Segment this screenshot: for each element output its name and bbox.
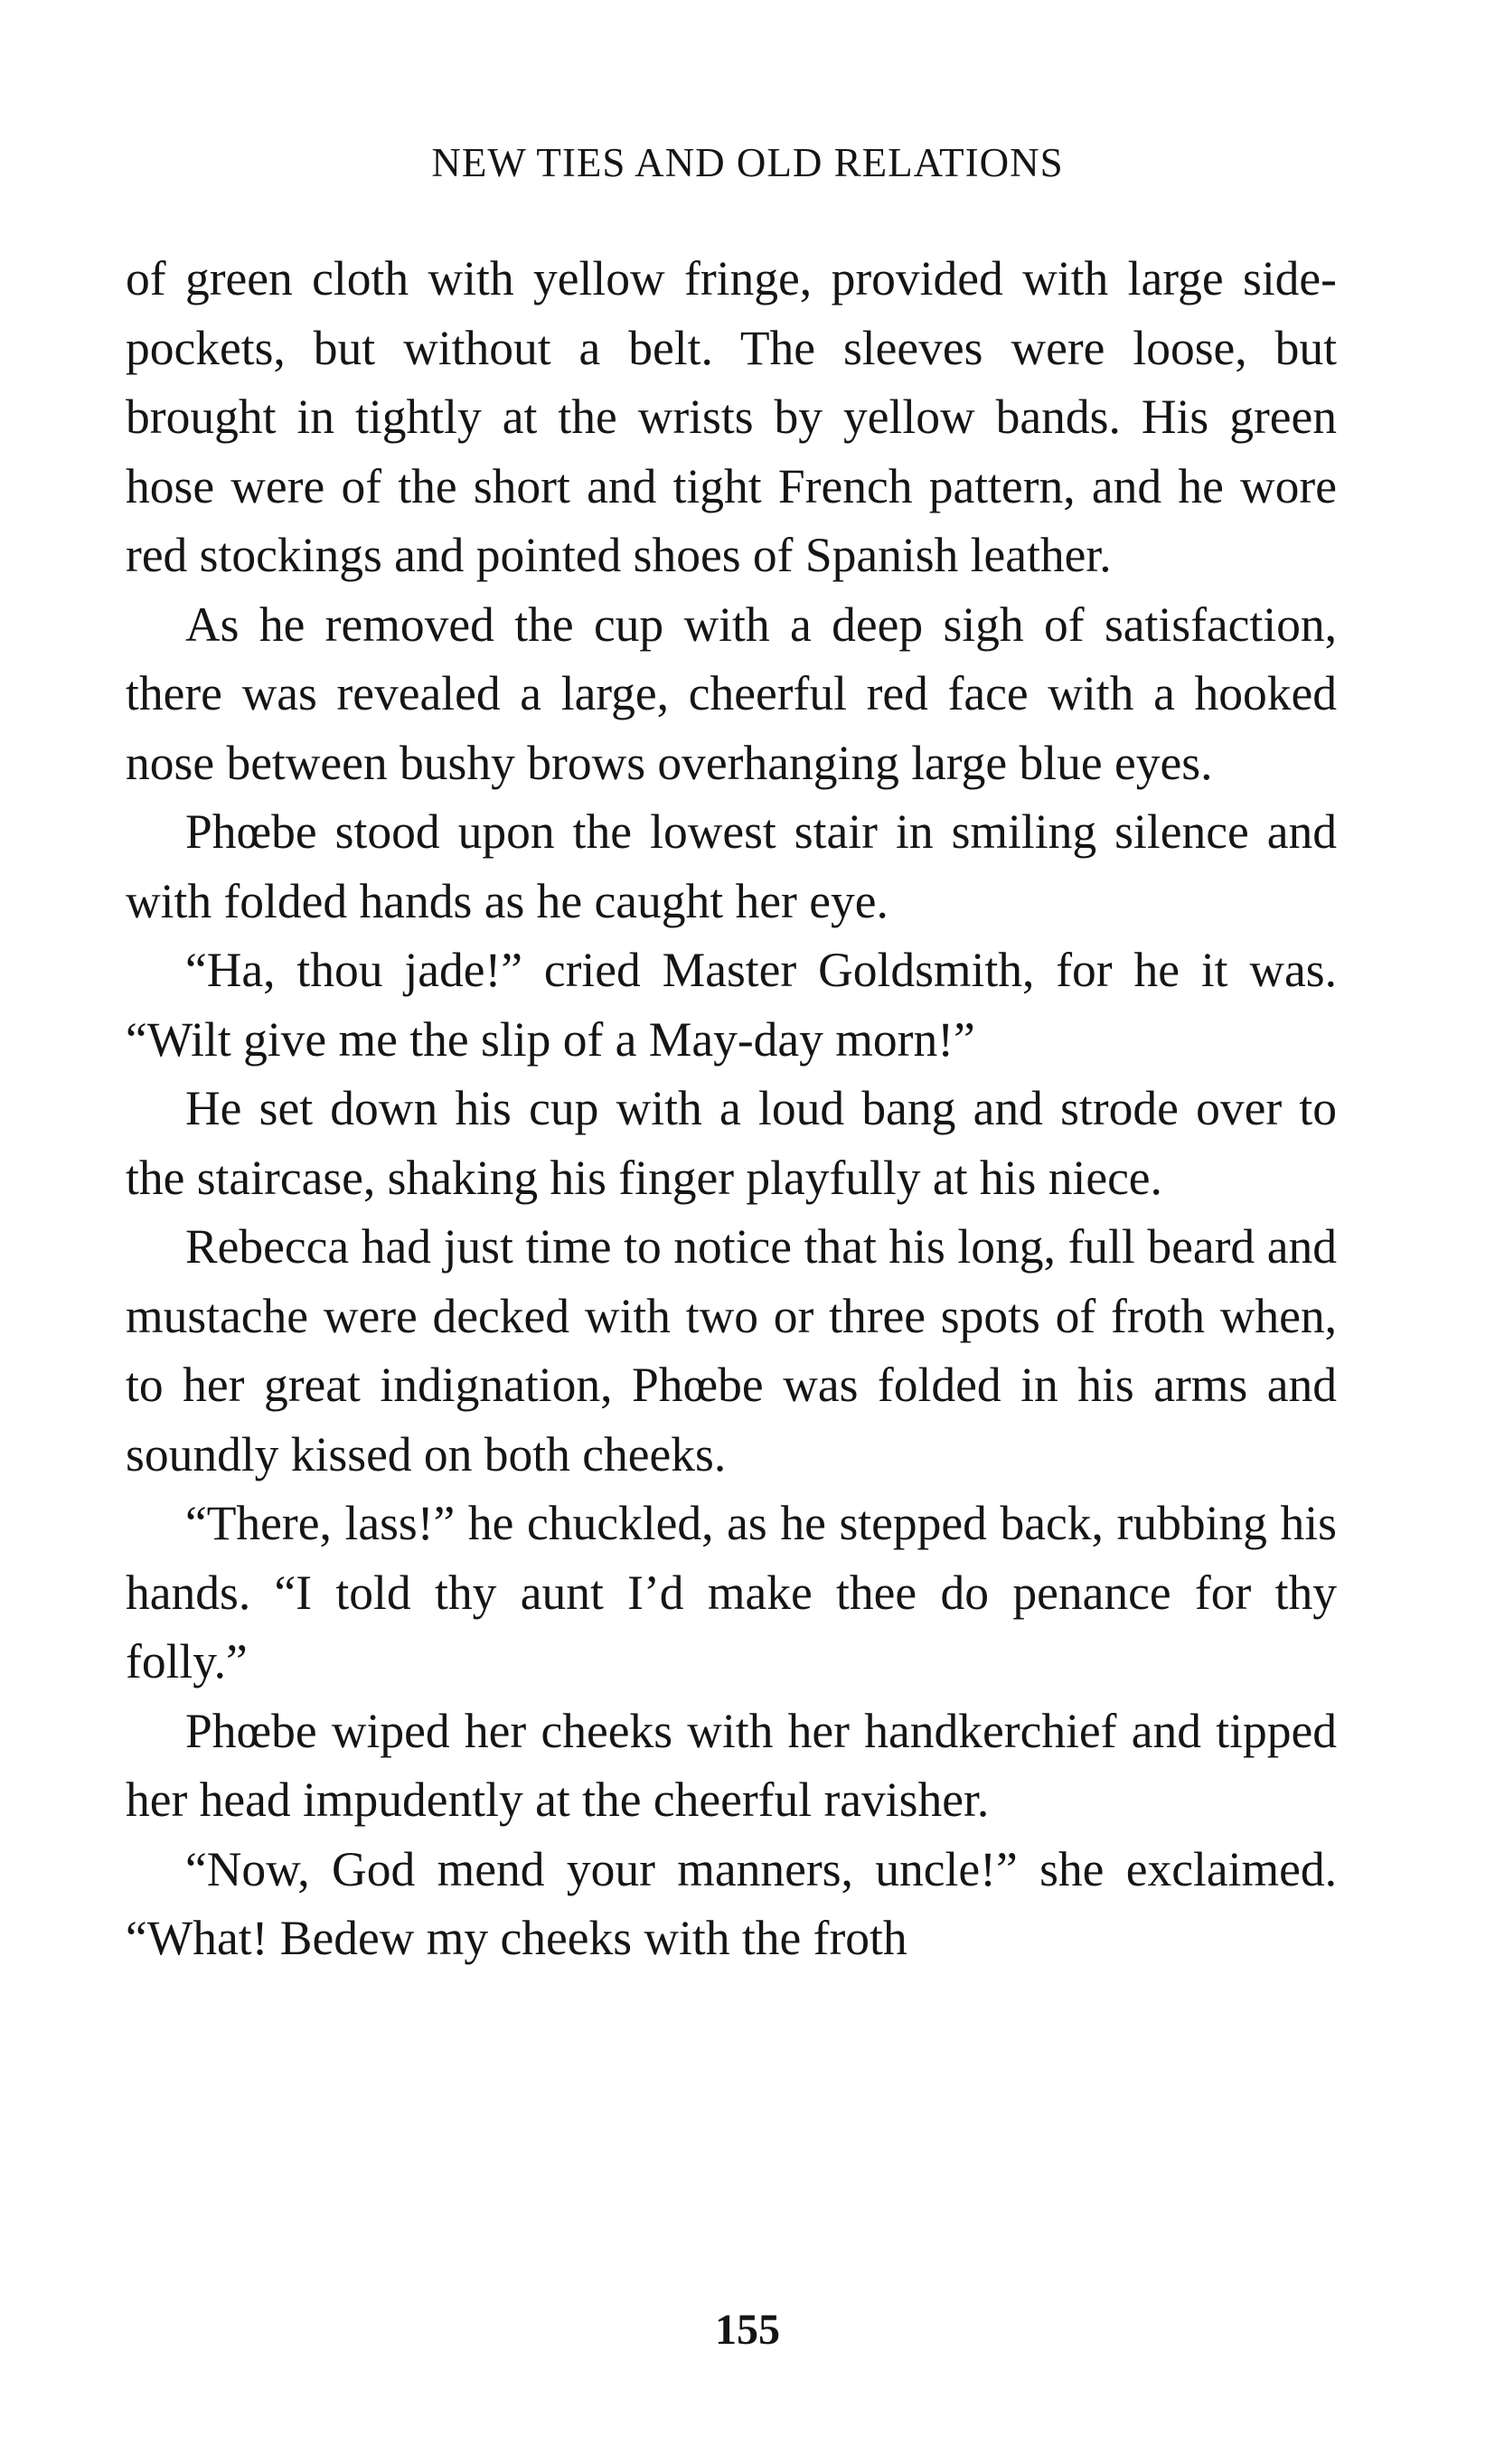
paragraph: “Ha, thou jade!” cried Master Goldsmith, for he it was. “Wilt give me the slip of a May-day morn!” bbox=[126, 943, 1337, 1067]
body-text bbox=[126, 244, 1337, 1973]
paragraph: Phœbe wiped her cheeks with her handkerchief and tipped her head impudently at the cheerful ravisher. bbox=[126, 1703, 1337, 1827]
paragraph: “There, lass!” he chuckled, as he stepped back, rubbing his hands. “I told thy aunt I’d make thee do penance for thy folly.” bbox=[126, 1496, 1337, 1688]
paragraph-continued: of green cloth with yellow fringe, provided with large side-pockets, but without a belt. The sleeves were loose, but brought in tightly at the wrists by yellow bands. His green hose were of the short and tight French pattern, and he wore red stockings and pointed shoes of Spanish leather. bbox=[126, 251, 1337, 582]
paragraph: Phœbe stood upon the lowest stair in smiling silence and with folded hands as he caught her eye. bbox=[126, 804, 1337, 928]
running-head: NEW TIES AND OLD RELATIONS bbox=[431, 140, 1064, 185]
paragraph: Rebecca had just time to notice that his long, full beard and mustache were decked with two or three spots of froth when, to her great indignation, Phœbe was folded in his arms and soundly kissed on both cheeks. bbox=[126, 1219, 1337, 1481]
page-number: 155 bbox=[715, 2306, 780, 2354]
paragraph: He set down his cup with a loud bang and strode over to the staircase, shaking his finger playfully at his niece. bbox=[126, 1081, 1337, 1205]
paragraph: As he removed the cup with a deep sigh of satisfaction, there was revealed a large, cheerful red face with a hooked nose between bushy brows overhanging large blue eyes. bbox=[126, 597, 1337, 790]
paragraph: “Now, God mend your manners, uncle!” she exclaimed. “What! Bedew my cheeks with the froth bbox=[126, 1841, 1337, 1965]
